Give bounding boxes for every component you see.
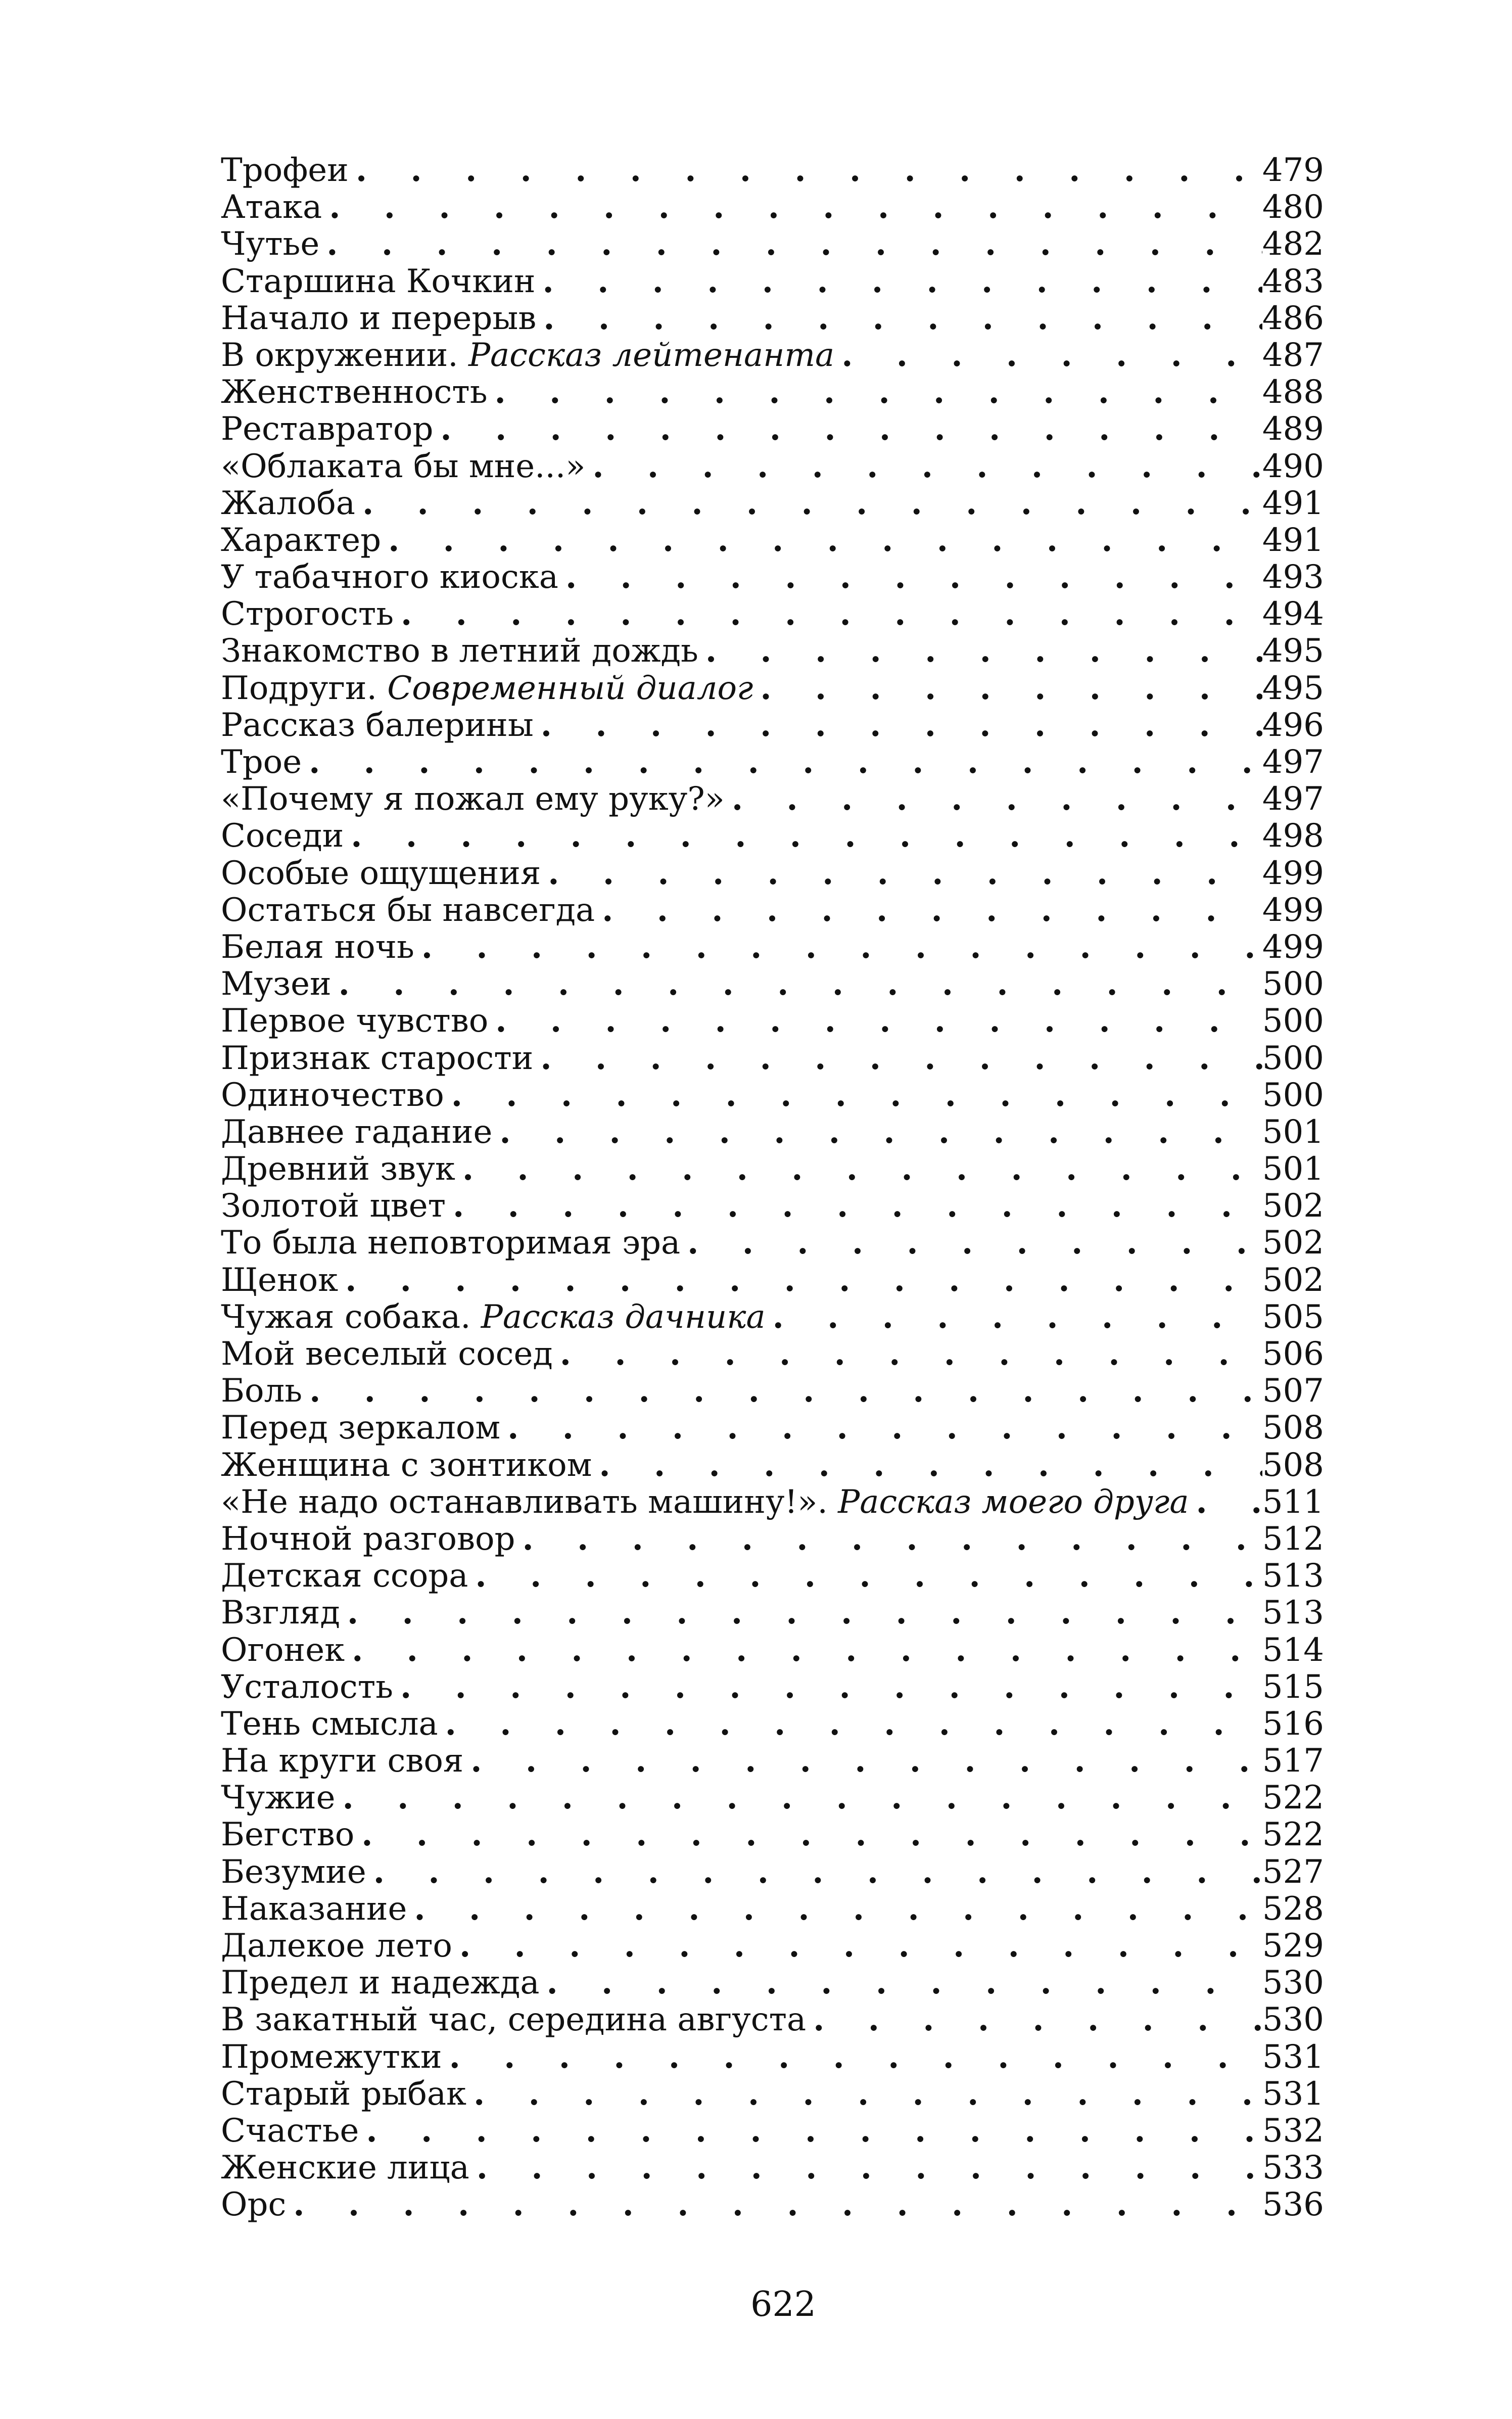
- entry-title: Трофеи: [221, 152, 349, 189]
- toc-entry: [221, 225, 1324, 262]
- entry-page-number: 480: [1262, 189, 1324, 226]
- toc-entry: [221, 1409, 1324, 1446]
- entry-title-group: [221, 2039, 442, 2076]
- dot-leader: [488, 374, 1262, 410]
- entry-title-group: [221, 1262, 338, 1299]
- entry-page-number: 496: [1262, 706, 1324, 744]
- entry-title-group: [221, 1965, 539, 2002]
- entry-title-group: [221, 1336, 553, 1373]
- dot-leader: [466, 2075, 1262, 2112]
- entry-title-group: [221, 1077, 444, 1114]
- toc-entry: [221, 1632, 1324, 1668]
- entry-page-number: 482: [1262, 225, 1324, 263]
- toc-entry: [221, 670, 1324, 707]
- entry-page-number: 486: [1262, 299, 1324, 337]
- dot-leader: [407, 1890, 1262, 1927]
- dot-leader: [533, 1040, 1262, 1077]
- entry-page-number: 533: [1262, 2149, 1324, 2187]
- entry-title: Тень смысла: [221, 1705, 438, 1743]
- entry-page-number: 500: [1262, 965, 1324, 1003]
- entry-page-number: 498: [1262, 817, 1324, 855]
- toc-entry: [221, 1447, 1324, 1483]
- toc-entry: [221, 337, 1324, 374]
- toc-entry: [221, 1335, 1324, 1372]
- toc-entry: [221, 1372, 1324, 1409]
- entry-title: Ночной разговор: [221, 1520, 515, 1558]
- entry-page-number: 500: [1262, 1002, 1324, 1040]
- entry-title: Чутье: [221, 225, 320, 263]
- entry-page-number: 531: [1262, 2038, 1324, 2076]
- entry-title: Соседи: [221, 817, 344, 855]
- toc-entry: [221, 1040, 1324, 1077]
- toc-entry: [221, 1520, 1324, 1557]
- entry-title-group: [221, 337, 834, 374]
- dot-leader: [455, 1150, 1262, 1187]
- entry-title-group: [221, 1743, 463, 1780]
- entry-page-number: 505: [1262, 1298, 1324, 1336]
- toc-entry: [221, 1557, 1324, 1594]
- toc-entry: [221, 780, 1324, 817]
- entry-title: Детская ссора: [221, 1557, 468, 1595]
- entry-title: «Не надо останавливать машину!».: [221, 1483, 828, 1521]
- entry-title: Жалоба: [221, 484, 355, 522]
- entry-page-number: 513: [1262, 1594, 1324, 1632]
- entry-page-number: 507: [1262, 1372, 1324, 1410]
- entry-title: То была неповторимая эра: [221, 1224, 681, 1262]
- entry-page-number: 483: [1262, 262, 1324, 300]
- entry-title-group: [221, 1410, 500, 1447]
- entry-title: Реставратор: [221, 410, 434, 448]
- toc-entry: [221, 1262, 1324, 1298]
- toc-entry: [221, 410, 1324, 447]
- entry-title-group: [221, 1373, 302, 1410]
- entry-title-group: [221, 1447, 592, 1484]
- entry-page-number: 508: [1262, 1409, 1324, 1447]
- entry-title-group: [221, 559, 558, 596]
- dot-leader: [488, 1002, 1262, 1039]
- entry-title-group: [221, 1484, 1189, 1521]
- entry-title-group: [221, 2113, 359, 2150]
- entry-title: Промежутки: [221, 2038, 442, 2076]
- dot-leader: [452, 1927, 1262, 1964]
- toc-entry: [221, 448, 1324, 485]
- dot-leader: [500, 1409, 1262, 1446]
- entry-page-number: 495: [1262, 632, 1324, 670]
- entry-title-group: [221, 1114, 492, 1151]
- dot-leader: [725, 780, 1262, 817]
- entry-page-number: 530: [1262, 1964, 1324, 2002]
- toc-entry: [221, 559, 1324, 595]
- entry-title-group: [221, 1706, 438, 1743]
- entry-title-group: [221, 2187, 286, 2223]
- toc-entry: [221, 1964, 1324, 2001]
- entry-title: Древний звук: [221, 1150, 455, 1188]
- dot-leader: [354, 1816, 1262, 1853]
- entry-title-group: [221, 1188, 446, 1225]
- entry-title-group: [221, 411, 433, 448]
- entry-title: Строгость: [221, 595, 394, 633]
- toc-entry: [221, 300, 1324, 337]
- entry-page-number: 522: [1262, 1816, 1324, 1854]
- dot-leader: [332, 965, 1262, 1002]
- dot-leader: [558, 559, 1262, 595]
- dot-leader: [344, 817, 1262, 854]
- entry-page-number: 500: [1262, 1076, 1324, 1114]
- toc-entry: [221, 1927, 1324, 1964]
- entry-title-group: [221, 744, 302, 781]
- toc-entry: [221, 1779, 1324, 1816]
- dot-leader: [302, 1372, 1262, 1409]
- toc-entry: [221, 1298, 1324, 1335]
- entry-title-group: [221, 152, 349, 189]
- entry-page-number: 497: [1262, 743, 1324, 781]
- entry-title: У табачного киоска: [221, 559, 558, 596]
- entry-title-group: [221, 263, 536, 300]
- dot-leader: [446, 1187, 1262, 1224]
- entry-title: Признак старости: [221, 1039, 534, 1077]
- entry-page-number: 513: [1262, 1557, 1324, 1595]
- entry-title-group: [221, 855, 541, 892]
- dot-leader: [541, 855, 1262, 892]
- entry-title-group: [221, 1003, 488, 1040]
- entry-title: В закатный час, середина августа: [221, 2001, 807, 2039]
- toc-entry: [221, 522, 1324, 559]
- entry-title: Огонек: [221, 1631, 345, 1669]
- entry-title: Далекое лето: [221, 1927, 452, 1965]
- entry-title-group: [221, 707, 534, 744]
- dot-leader: [319, 225, 1262, 262]
- entry-title-group: [221, 2150, 469, 2187]
- entry-title: Трое: [221, 743, 302, 781]
- dot-leader: [438, 1705, 1262, 1742]
- dot-leader: [515, 1520, 1262, 1557]
- entry-title: Женственность: [221, 374, 488, 411]
- toc-entry: [221, 1853, 1324, 1890]
- dot-leader: [806, 2001, 1262, 2038]
- entry-page-number: 532: [1262, 2112, 1324, 2150]
- entry-title: Чужие: [221, 1779, 336, 1817]
- toc-entry: [221, 1742, 1324, 1779]
- entry-page-number: 502: [1262, 1224, 1324, 1262]
- toc-entry: [221, 2112, 1324, 2149]
- entry-title-group: [221, 1854, 366, 1891]
- toc-entry: [221, 1224, 1324, 1261]
- entry-subtitle: Рассказ дачника: [481, 1298, 766, 1336]
- entry-page-number: 495: [1262, 669, 1324, 707]
- entry-page-number: 501: [1262, 1150, 1324, 1188]
- entry-title: Рассказ балерины: [221, 706, 534, 744]
- entry-page-number: 529: [1262, 1927, 1324, 1965]
- entry-page-number: 499: [1262, 854, 1324, 892]
- entry-title: Атака: [221, 189, 322, 226]
- entry-page-number: 536: [1262, 2186, 1324, 2224]
- dot-leader: [338, 1262, 1262, 1298]
- dot-leader: [539, 1964, 1262, 2001]
- entry-title: Мой веселый сосед: [221, 1335, 553, 1373]
- entry-title: Женщина с зонтиком: [221, 1446, 592, 1484]
- entry-title-group: [221, 2002, 806, 2038]
- entry-title-group: [221, 1225, 680, 1262]
- entry-title: Чужая собака.: [221, 1298, 471, 1336]
- entry-title-group: [221, 1521, 515, 1558]
- toc-entry: [221, 928, 1324, 965]
- entry-title-group: [221, 929, 414, 966]
- entry-page-number: 479: [1262, 152, 1324, 189]
- dot-leader: [345, 1632, 1262, 1668]
- toc-entry: [221, 707, 1324, 743]
- entry-title-group: [221, 1817, 354, 1853]
- entry-page-number: 515: [1262, 1668, 1324, 1706]
- dot-leader: [393, 1668, 1262, 1705]
- dot-leader: [381, 522, 1262, 559]
- entry-title-group: [221, 2076, 466, 2113]
- dot-leader: [366, 1853, 1262, 1890]
- toc-entry: [221, 1890, 1324, 1927]
- entry-title: Особые ощущения: [221, 854, 541, 892]
- entry-title: Перед зеркалом: [221, 1409, 501, 1447]
- entry-title: Предел и надежда: [221, 1964, 540, 2002]
- dot-leader: [442, 2038, 1262, 2075]
- entry-page-number: 501: [1262, 1113, 1324, 1151]
- entry-subtitle: Рассказ моего друга: [838, 1483, 1189, 1521]
- dot-leader: [698, 632, 1262, 669]
- entry-title: Музеи: [221, 965, 332, 1003]
- entry-title: Взгляд: [221, 1594, 340, 1632]
- entry-title: Боль: [221, 1372, 303, 1410]
- entry-title: Наказание: [221, 1890, 407, 1928]
- toc-entry: [221, 1113, 1324, 1150]
- dot-leader: [534, 707, 1262, 743]
- entry-page-number: 500: [1262, 1039, 1324, 1077]
- entry-page-number: 512: [1262, 1520, 1324, 1558]
- entry-title: Безумие: [221, 1853, 366, 1891]
- toc-entry: [221, 152, 1324, 189]
- table-of-contents: [221, 152, 1324, 2223]
- entry-title: Давнее гадание: [221, 1113, 493, 1151]
- dot-leader: [355, 485, 1262, 522]
- toc-entry: [221, 374, 1324, 410]
- entry-title-group: [221, 485, 355, 522]
- entry-page-number: 530: [1262, 2001, 1324, 2039]
- entry-title: Орс: [221, 2186, 287, 2224]
- entry-title-group: [221, 670, 753, 707]
- entry-page-number: 499: [1262, 928, 1324, 966]
- entry-page-number: 493: [1262, 559, 1324, 596]
- entry-title: Белая ночь: [221, 928, 414, 966]
- entry-title-group: [221, 1595, 340, 1632]
- entry-page-number: 508: [1262, 1446, 1324, 1484]
- entry-title-group: [221, 448, 585, 485]
- entry-title-group: [221, 1558, 468, 1595]
- entry-title-group: [221, 1151, 455, 1188]
- entry-page-number: 506: [1262, 1335, 1324, 1373]
- entry-title-group: [221, 818, 344, 855]
- entry-title-group: [221, 1780, 336, 1817]
- page-number: 622: [750, 2285, 816, 2324]
- entry-page-number: 497: [1262, 780, 1324, 818]
- toc-entry: [221, 965, 1324, 1002]
- entry-title: Первое чувство: [221, 1002, 489, 1040]
- entry-title: В окружении.: [221, 336, 458, 374]
- toc-entry: [221, 595, 1324, 632]
- toc-entry: [221, 743, 1324, 780]
- dot-leader: [433, 410, 1262, 447]
- entry-title-group: [221, 633, 698, 670]
- dot-leader: [492, 1113, 1262, 1150]
- dot-leader: [592, 1447, 1262, 1483]
- entry-title: «Облаката бы мне...»: [221, 447, 586, 485]
- toc-entry: [221, 2038, 1324, 2075]
- toc-entry: [221, 2186, 1324, 2223]
- entry-title-group: [221, 1669, 393, 1706]
- entry-title: Одиночество: [221, 1076, 444, 1114]
- entry-title-group: [221, 226, 319, 263]
- dot-leader: [322, 189, 1262, 225]
- entry-page-number: 516: [1262, 1705, 1324, 1743]
- entry-title: Щенок: [221, 1261, 339, 1299]
- dot-leader: [469, 2149, 1262, 2186]
- entry-page-number: 528: [1262, 1890, 1324, 1928]
- dot-leader: [349, 152, 1262, 189]
- toc-entry: [221, 892, 1324, 928]
- toc-entry: [221, 263, 1324, 300]
- entry-title: Старый рыбак: [221, 2075, 467, 2113]
- entry-title-group: [221, 300, 536, 337]
- entry-title: Женские лица: [221, 2149, 469, 2187]
- entry-subtitle: Современный диалог: [387, 669, 753, 707]
- entry-title-group: [221, 1928, 452, 1965]
- entry-title-group: [221, 1040, 533, 1077]
- dot-leader: [468, 1557, 1262, 1594]
- entry-subtitle: Рассказ лейтенанта: [468, 336, 835, 374]
- entry-title-group: [221, 374, 488, 411]
- toc-entry: [221, 1816, 1324, 1853]
- entry-page-number: 531: [1262, 2075, 1324, 2113]
- dot-leader: [286, 2186, 1262, 2223]
- entry-page-number: 511: [1262, 1483, 1324, 1521]
- entry-page-number: 517: [1262, 1742, 1324, 1780]
- entry-page-number: 527: [1262, 1853, 1324, 1891]
- entry-page-number: 499: [1262, 891, 1324, 929]
- toc-entry: [221, 1483, 1324, 1520]
- toc-entry: [221, 1002, 1324, 1039]
- entry-title: Характер: [221, 521, 382, 559]
- entry-title: Бегство: [221, 1816, 355, 1854]
- entry-title: «Почему я пожал ему руку?»: [221, 780, 725, 818]
- entry-title: Знакомство в летний дождь: [221, 632, 698, 670]
- entry-page-number: 514: [1262, 1631, 1324, 1669]
- toc-entry: [221, 1150, 1324, 1187]
- dot-leader: [336, 1779, 1262, 1816]
- toc-entry: [221, 1594, 1324, 1631]
- entry-page-number: 491: [1262, 521, 1324, 559]
- entry-title-group: [221, 522, 381, 559]
- entry-title: На круги своя: [221, 1742, 464, 1780]
- entry-title: Начало и перерыв: [221, 299, 537, 337]
- dot-leader: [444, 1077, 1262, 1113]
- entry-title-group: [221, 1299, 766, 1336]
- entry-title-group: [221, 1632, 345, 1669]
- entry-page-number: 488: [1262, 374, 1324, 411]
- dot-leader: [302, 743, 1262, 780]
- entry-title: Остаться бы навсегда: [221, 891, 595, 929]
- toc-entry: [221, 485, 1324, 522]
- dot-leader: [585, 448, 1262, 485]
- entry-title-group: [221, 189, 322, 226]
- toc-entry: [221, 817, 1324, 854]
- dot-leader: [340, 1594, 1262, 1631]
- toc-entry: [221, 1077, 1324, 1113]
- toc-entry: [221, 1705, 1324, 1742]
- entry-page-number: 487: [1262, 336, 1324, 374]
- entry-title: Усталость: [221, 1668, 393, 1706]
- toc-entry: [221, 855, 1324, 892]
- dot-leader: [463, 1742, 1262, 1779]
- dot-leader: [414, 928, 1262, 965]
- toc-entry: [221, 1668, 1324, 1705]
- toc-entry: [221, 1187, 1324, 1224]
- entry-page-number: 489: [1262, 410, 1324, 448]
- dot-leader: [595, 892, 1262, 928]
- entry-page-number: 522: [1262, 1779, 1324, 1817]
- dot-leader: [766, 1298, 1262, 1335]
- entry-page-number: 490: [1262, 447, 1324, 485]
- dot-leader: [1189, 1483, 1262, 1520]
- dot-leader: [753, 670, 1262, 707]
- entry-title: Старшина Кочкин: [221, 262, 536, 300]
- entry-title-group: [221, 1891, 407, 1928]
- entry-title-group: [221, 966, 332, 1003]
- entry-title: Подруги.: [221, 669, 377, 707]
- entry-title-group: [221, 892, 595, 929]
- dot-leader: [536, 300, 1262, 337]
- dot-leader: [394, 595, 1262, 632]
- entry-title: Золотой цвет: [221, 1187, 446, 1225]
- toc-entry: [221, 2149, 1324, 2186]
- dot-leader: [536, 263, 1262, 300]
- entry-page-number: 502: [1262, 1261, 1324, 1299]
- entry-title: Счастье: [221, 2112, 359, 2150]
- entry-title-group: [221, 781, 725, 818]
- entry-page-number: 502: [1262, 1187, 1324, 1225]
- dot-leader: [680, 1224, 1262, 1261]
- dot-leader: [359, 2112, 1262, 2149]
- toc-entry: [221, 632, 1324, 669]
- toc-entry: [221, 189, 1324, 225]
- entry-page-number: 494: [1262, 595, 1324, 633]
- entry-title-group: [221, 596, 394, 633]
- dot-leader: [553, 1335, 1262, 1372]
- entry-page-number: 491: [1262, 484, 1324, 522]
- toc-entry: [221, 2001, 1324, 2038]
- toc-entry: [221, 2075, 1324, 2112]
- dot-leader: [834, 337, 1262, 374]
